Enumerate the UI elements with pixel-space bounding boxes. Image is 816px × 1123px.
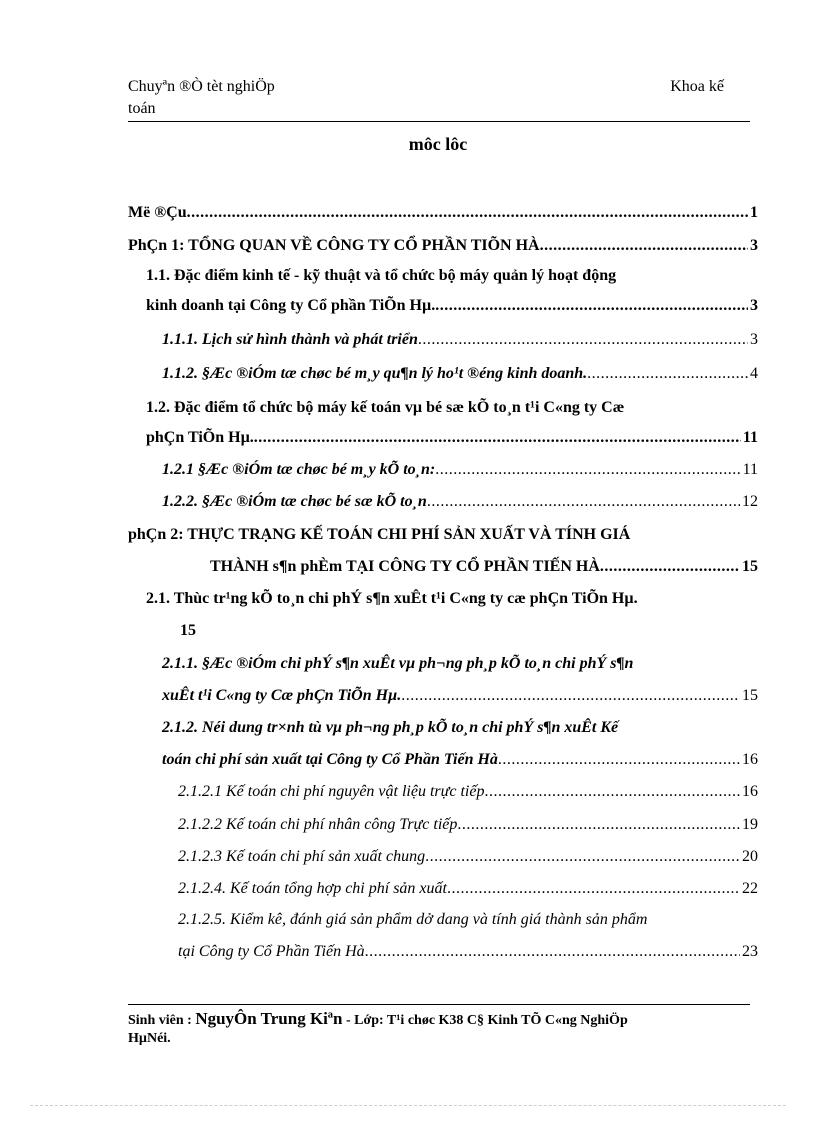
toc-page: 16 (742, 751, 758, 768)
toc-leader (401, 686, 740, 706)
toc-entry-text: 2.1.2.2 Kế toán chi phí nhân công Trực tiếp (178, 816, 458, 833)
toc-entry-1-2-2[interactable] (162, 492, 758, 512)
footer-line2: HµNéi. (128, 1031, 171, 1046)
toc-entry-text-line1: 2.1.1. §Æc ®iÓm chi phÝ s¶n xuÊt vµ ph¬ng ph¸p kÕ to¸n chi phÝ s¶n (162, 655, 634, 672)
toc-entry-text: toán chi phí sản xuất tại Công ty Cổ Phần Tiến Hà (162, 751, 498, 768)
toc-entry-2-1-2-2[interactable] (178, 815, 758, 835)
toc-entry-text-line1: 1.1. Đặc điểm kinh tế - kỹ thuật và tổ chức bộ máy quản lý hoạt động (146, 267, 617, 284)
toc-leader (435, 296, 748, 316)
toc-page: 16 (742, 783, 758, 800)
toc-page: 4 (750, 365, 758, 382)
toc-page: 22 (742, 880, 758, 897)
toc-page: 11 (742, 429, 758, 446)
toc-entry-2-1-2-3[interactable] (178, 847, 758, 867)
toc-page: 15 (742, 558, 758, 575)
toc-leader (484, 782, 740, 802)
toc-page: 19 (742, 816, 758, 833)
toc-entry-text: 2.1.2.3 Kế toán chi phí sản xuất chung (178, 848, 426, 865)
toc-entry-part2[interactable] (128, 525, 758, 577)
toc-entry-text: 1.1.2. §Æc ®iÓm tæ chøc bé m¸y qu¶n lý ho¹t ®éng kinh doanh. (162, 365, 588, 382)
header-left-line1: Chuyªn ®Ò tèt nghiÖp (128, 78, 275, 95)
toc-entry-1-2-1[interactable] (162, 460, 758, 480)
toc-entry-part1[interactable] (128, 236, 758, 256)
toc-leader (187, 203, 748, 223)
footer-divider (128, 1004, 750, 1005)
toc-entry-text-line1: 2.1.2. Néi dung tr×nh tù vµ ph¬ng ph¸p kÕ to¸n chi phÝ s¶n xuÊt Kế (162, 719, 619, 736)
toc-page: 12 (742, 493, 758, 510)
toc-entry-2-1-2-1[interactable] (178, 782, 758, 802)
toc-entry-text: 1.2.2. §Æc ®iÓm tæ chøc bé sæ kÕ to¸n (162, 493, 427, 510)
toc-entry-1-1-2[interactable] (162, 364, 758, 384)
toc-entry-1-2[interactable] (146, 398, 758, 448)
toc-entry-1-1[interactable] (146, 266, 758, 316)
toc-leader (418, 330, 748, 350)
toc-entry-text: PhÇn 1: TỔNG QUAN VỀ CÔNG TY CỔ PHẦN TIÕN HÀ (128, 237, 540, 254)
toc-entry-text-line1: 1.2. Đặc điểm tổ chức bộ máy kế toán vµ bé sæ kÕ to¸n t¹i C«ng ty Cæ (146, 399, 625, 416)
page-bottom-divider (30, 1105, 786, 1106)
toc-page: 15 (742, 687, 758, 704)
toc-page: 1 (750, 204, 758, 221)
toc-leader (540, 236, 748, 256)
toc-entry-2-1-1[interactable] (162, 654, 758, 706)
toc-entry-2-1[interactable] (146, 589, 758, 641)
toc-page: 3 (750, 331, 758, 348)
toc-page: 3 (750, 237, 758, 254)
toc-page: 15 (180, 622, 196, 639)
toc-entry-text: tại Công ty Cổ Phần Tiến Hà (178, 943, 365, 960)
toc-entry-2-1-2[interactable] (162, 718, 758, 770)
toc-leader (600, 557, 740, 577)
toc-entry-text: 1.2.1 §Æc ®iÓm tæ chøc bé m¸y kÕ to¸n: (162, 461, 436, 478)
toc-entry-2-1-2-4[interactable] (178, 879, 758, 899)
toc-entry-text: 2.1.2.4. Kế toán tổng hợp chi phí sản xuất (178, 880, 447, 897)
toc-entry-intro[interactable] (128, 203, 758, 223)
toc-leader (425, 847, 740, 867)
toc-entry-text-line1: phÇn 2: THỰC TRẠNG KẾ TOÁN CHI PHÍ SẢN XUẤT VÀ TÍNH GIÁ (128, 526, 631, 543)
toc-entry-text: Më ®Çu (128, 204, 187, 221)
toc-entry-text: 1.1.1. Lịch sử hình thành và phát triển (162, 331, 418, 348)
toc-leader (427, 492, 740, 512)
footer-prefix: Sinh viên : (128, 1013, 192, 1028)
footer-student-name: NguyÔn Trung Kiªn (195, 1009, 343, 1028)
toc-leader (447, 879, 740, 899)
toc-leader (498, 750, 740, 770)
toc-leader (365, 942, 740, 962)
header-right: Khoa kế (670, 78, 724, 95)
page-header (128, 76, 750, 120)
page-footer (128, 1010, 728, 1048)
toc-entry-text-line1: 2.1. Thùc tr¹ng kÕ to¸n chi phÝ s¶n xuÊt t¹i C«ng ty cæ phÇn TiÕn Hµ. (146, 590, 638, 607)
toc-title: môc lôc (408, 134, 468, 154)
toc-leader (254, 428, 741, 448)
header-left-line2: toán (128, 100, 156, 117)
toc-entry-1-1-1[interactable] (162, 330, 758, 350)
toc-entry-text: kinh doanh tại Công ty Cổ phần TiÕn Hµ. (146, 297, 436, 314)
header-divider (128, 121, 750, 122)
toc-entry-text: THÀNH s¶n phÈm TẠI CÔNG TY CỔ PHẦN TIẾN HÀ (210, 558, 600, 575)
toc-page: 11 (742, 461, 758, 478)
toc-page: 23 (742, 943, 758, 960)
toc-entry-2-1-2-5[interactable] (178, 910, 758, 962)
toc-leader (587, 364, 748, 384)
toc-entry-text: phÇn TiÕn Hµ. (146, 429, 254, 446)
toc-page: 3 (750, 297, 758, 314)
toc-page: 20 (742, 848, 758, 865)
toc-leader (435, 460, 740, 480)
toc-entry-text: 2.1.2.1 Kế toán chi phí nguyên vật liệu trực tiếp (178, 783, 485, 800)
toc-leader (457, 815, 740, 835)
toc-entry-text-line1: 2.1.2.5. Kiểm kê, đánh giá sản phẩm dở dang và tính giá thành sản phẩm (178, 911, 648, 928)
toc-entry-text: xuÊt t¹i C«ng ty Cæ phÇn TiÕn Hµ. (162, 687, 402, 704)
header-left (128, 76, 348, 120)
footer-class: - Lớp: T¹i chøc K38 C§ Kinh TÕ C«ng NghiÖp (345, 1013, 628, 1028)
